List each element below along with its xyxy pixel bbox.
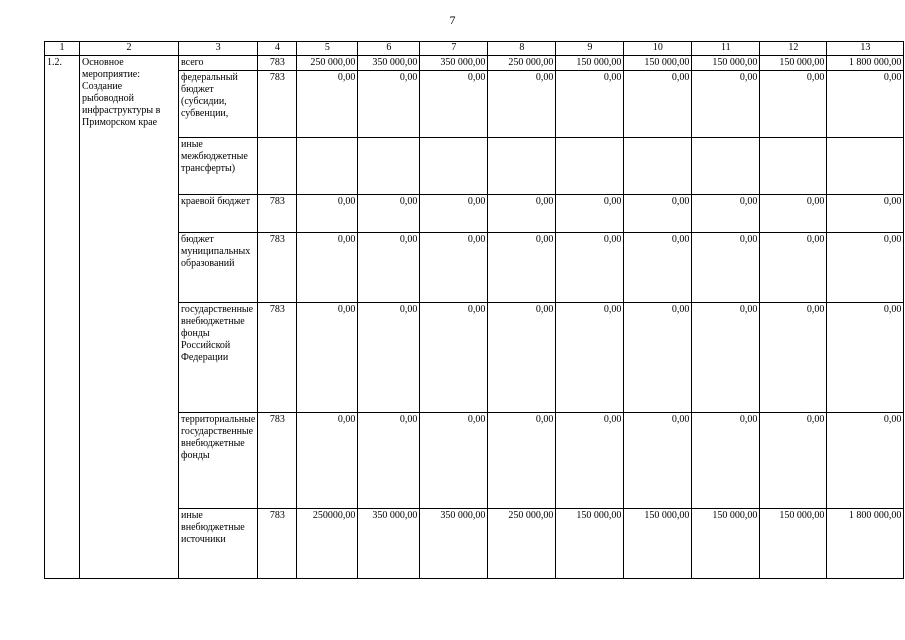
funding-source: территориальные государственные внебюджетные фонды [179, 413, 258, 509]
amount-cell: 0,00 [556, 233, 624, 303]
header-cell: 5 [297, 42, 358, 56]
amount-cell: 0,00 [827, 71, 904, 138]
funding-source: всего [179, 56, 258, 71]
amount-cell: 0,00 [488, 195, 556, 233]
amount-cell: 0,00 [556, 195, 624, 233]
amount-cell: 0,00 [420, 303, 488, 413]
amount-cell: 0,00 [760, 233, 827, 303]
amount-cell: 0,00 [624, 71, 692, 138]
page-number: 7 [449, 13, 456, 27]
amount-cell: 0,00 [827, 413, 904, 509]
amount-cell: 0,00 [420, 233, 488, 303]
amount-cell: 0,00 [624, 233, 692, 303]
amount-cell: 250 000,00 [488, 56, 556, 71]
amount-cell: 150 000,00 [556, 56, 624, 71]
amount-cell: 0,00 [692, 303, 760, 413]
amount-cell [358, 138, 420, 195]
amount-cell: 0,00 [624, 303, 692, 413]
table-body [45, 56, 904, 579]
amount-cell: 350 000,00 [420, 509, 488, 579]
header-row [45, 42, 904, 56]
funding-source: бюджет муниципальных образований [179, 233, 258, 303]
amount-cell: 0,00 [358, 233, 420, 303]
header-cell: 4 [258, 42, 297, 56]
amount-cell: 250000,00 [297, 509, 358, 579]
amount-cell: 150 000,00 [556, 509, 624, 579]
amount-cell: 0,00 [624, 195, 692, 233]
amount-cell: 0,00 [297, 303, 358, 413]
amount-cell: 0,00 [358, 195, 420, 233]
amount-cell: 0,00 [692, 195, 760, 233]
amount-cell: 1 800 000,00 [827, 509, 904, 579]
amount-cell: 0,00 [760, 303, 827, 413]
amount-cell: 150 000,00 [692, 509, 760, 579]
amount-cell: 0,00 [556, 413, 624, 509]
amount-cell: 0,00 [488, 71, 556, 138]
amount-cell: 0,00 [556, 303, 624, 413]
header-cell: 9 [556, 42, 624, 56]
amount-cell: 0,00 [297, 233, 358, 303]
amount-cell: 0,00 [420, 413, 488, 509]
amount-cell: 0,00 [827, 303, 904, 413]
budget-code: 783 [258, 56, 297, 71]
header-cell: 11 [692, 42, 760, 56]
amount-cell: 350 000,00 [358, 509, 420, 579]
amount-cell: 0,00 [488, 413, 556, 509]
amount-cell [692, 138, 760, 195]
header-cell: 6 [358, 42, 420, 56]
header-cell: 8 [488, 42, 556, 56]
amount-cell: 350 000,00 [420, 56, 488, 71]
amount-cell: 0,00 [760, 413, 827, 509]
amount-cell [297, 138, 358, 195]
header-cell: 1 [45, 42, 80, 56]
budget-code: 783 [258, 509, 297, 579]
header-cell: 12 [760, 42, 827, 56]
amount-cell [827, 138, 904, 195]
budget-table [44, 41, 904, 579]
amount-cell: 0,00 [358, 303, 420, 413]
funding-source: федеральный бюджет (субсидии, субвенции, [179, 71, 258, 138]
amount-cell: 1 800 000,00 [827, 56, 904, 71]
amount-cell: 0,00 [760, 71, 827, 138]
amount-cell: 250 000,00 [297, 56, 358, 71]
activity-name: Основное мероприятие: Создание рыбоводной инфраструктуры в Приморском крае [80, 56, 179, 579]
amount-cell: 150 000,00 [760, 56, 827, 71]
amount-cell: 0,00 [624, 413, 692, 509]
amount-cell: 0,00 [297, 413, 358, 509]
amount-cell: 0,00 [420, 71, 488, 138]
amount-cell: 0,00 [488, 233, 556, 303]
item-number: 1.2. [45, 56, 80, 579]
funding-source: иные межбюджетные трансферты) [179, 138, 258, 195]
amount-cell [488, 138, 556, 195]
budget-code [258, 138, 297, 195]
amount-cell: 0,00 [297, 195, 358, 233]
amount-cell: 150 000,00 [692, 56, 760, 71]
budget-code: 783 [258, 71, 297, 138]
amount-cell: 350 000,00 [358, 56, 420, 71]
header-cell: 7 [420, 42, 488, 56]
funding-source: краевой бюджет [179, 195, 258, 233]
funding-source: государственные внебюджетные фонды Российской Федерации [179, 303, 258, 413]
amount-cell: 0,00 [827, 233, 904, 303]
header-cell: 2 [80, 42, 179, 56]
amount-cell [624, 138, 692, 195]
amount-cell: 0,00 [420, 195, 488, 233]
amount-cell: 0,00 [692, 71, 760, 138]
amount-cell: 0,00 [692, 233, 760, 303]
amount-cell: 150 000,00 [624, 509, 692, 579]
amount-cell: 0,00 [760, 195, 827, 233]
amount-cell: 250 000,00 [488, 509, 556, 579]
table-row [45, 56, 904, 71]
amount-cell: 150 000,00 [760, 509, 827, 579]
budget-code: 783 [258, 195, 297, 233]
budget-code: 783 [258, 303, 297, 413]
amount-cell: 0,00 [556, 71, 624, 138]
amount-cell: 0,00 [297, 71, 358, 138]
amount-cell [760, 138, 827, 195]
amount-cell: 0,00 [358, 413, 420, 509]
amount-cell: 150 000,00 [624, 56, 692, 71]
amount-cell [556, 138, 624, 195]
header-cell: 3 [179, 42, 258, 56]
amount-cell: 0,00 [692, 413, 760, 509]
budget-code: 783 [258, 413, 297, 509]
amount-cell: 0,00 [827, 195, 904, 233]
amount-cell [420, 138, 488, 195]
amount-cell: 0,00 [358, 71, 420, 138]
budget-code: 783 [258, 233, 297, 303]
header-cell: 13 [827, 42, 904, 56]
funding-source: иные внебюджетные источники [179, 509, 258, 579]
amount-cell: 0,00 [488, 303, 556, 413]
header-cell: 10 [624, 42, 692, 56]
